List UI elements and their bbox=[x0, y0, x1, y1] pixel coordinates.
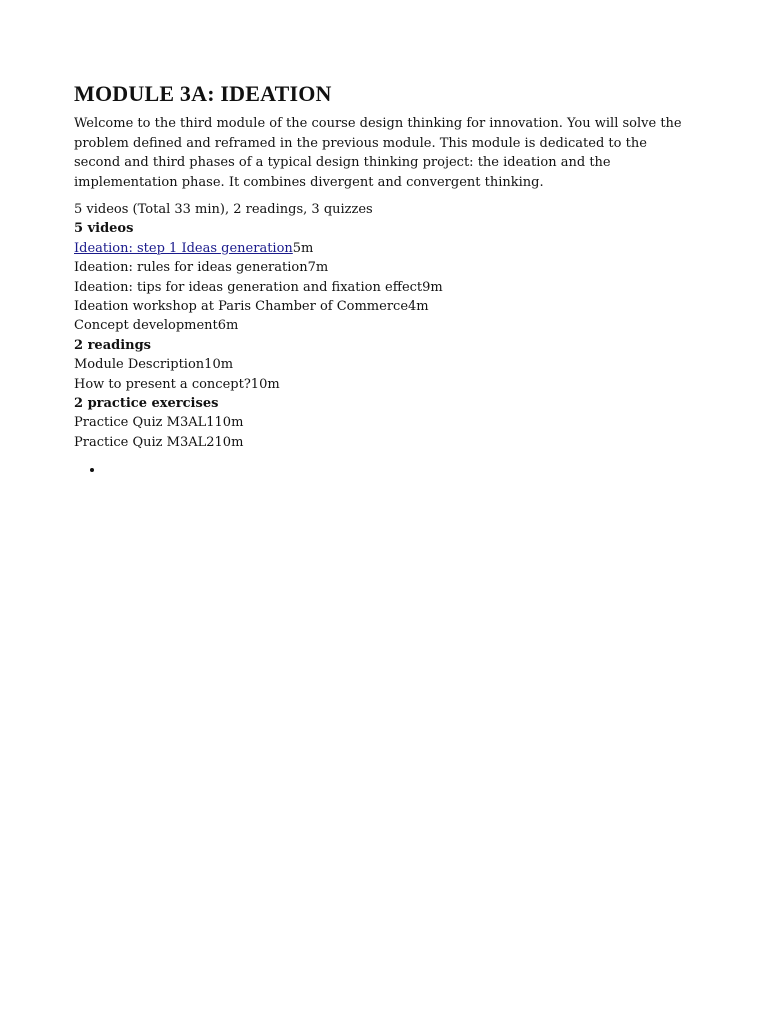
video-link-ideas-generation[interactable]: Ideation: step 1 Ideas generation bbox=[74, 240, 293, 256]
video-duration: 7m bbox=[307, 260, 329, 276]
videos-heading: 5 videos bbox=[74, 221, 134, 237]
module-summary: 5 videos (Total 33 min), 2 readings, 3 quizzes bbox=[74, 202, 373, 217]
video-item bbox=[74, 258, 694, 277]
video-item bbox=[74, 239, 694, 258]
reading-title: How to present a concept? bbox=[74, 376, 251, 392]
page-title: MODULE 3A: IDEATION bbox=[74, 81, 332, 106]
exercise-title: Practice Quiz M3AL2 bbox=[74, 434, 215, 450]
bullet-list bbox=[74, 460, 694, 479]
video-duration: 6m bbox=[217, 318, 239, 334]
document-page bbox=[74, 80, 694, 479]
empty-list-item bbox=[104, 460, 694, 479]
video-title: Ideation workshop at Paris Chamber of Commerce bbox=[74, 299, 409, 315]
exercises-heading: 2 practice exercises bbox=[74, 396, 219, 412]
video-item bbox=[74, 278, 694, 297]
exercise-item bbox=[74, 433, 694, 452]
exercise-duration: 10m bbox=[214, 434, 244, 450]
video-duration: 5m bbox=[292, 240, 314, 256]
reading-item bbox=[74, 355, 694, 374]
exercise-duration: 10m bbox=[214, 415, 244, 431]
readings-heading: 2 readings bbox=[74, 337, 152, 353]
video-title: Ideation: tips for ideas generation and fixation effect bbox=[74, 279, 423, 295]
video-item bbox=[74, 316, 694, 335]
reading-item bbox=[74, 375, 694, 394]
video-duration: 4m bbox=[408, 299, 429, 315]
video-title: Ideation: rules for ideas generation bbox=[74, 260, 308, 276]
video-duration: 9m bbox=[422, 279, 443, 295]
exercise-item bbox=[74, 413, 694, 432]
reading-duration: 10m bbox=[250, 376, 280, 392]
video-item bbox=[74, 297, 694, 316]
exercise-title: Practice Quiz M3AL1 bbox=[74, 415, 215, 431]
reading-duration: 10m bbox=[204, 357, 234, 373]
module-intro: Welcome to the third module of the course design thinking for innovation. You will solve the problem defined and reframed in the previous module. This module is dedicated to the second and third phases of a typical design thinking project: the ideation and the implementation phase. It combines divergent and convergent thinking. bbox=[74, 116, 682, 190]
reading-title: Module Description bbox=[74, 357, 205, 373]
video-title: Concept development bbox=[74, 318, 218, 334]
